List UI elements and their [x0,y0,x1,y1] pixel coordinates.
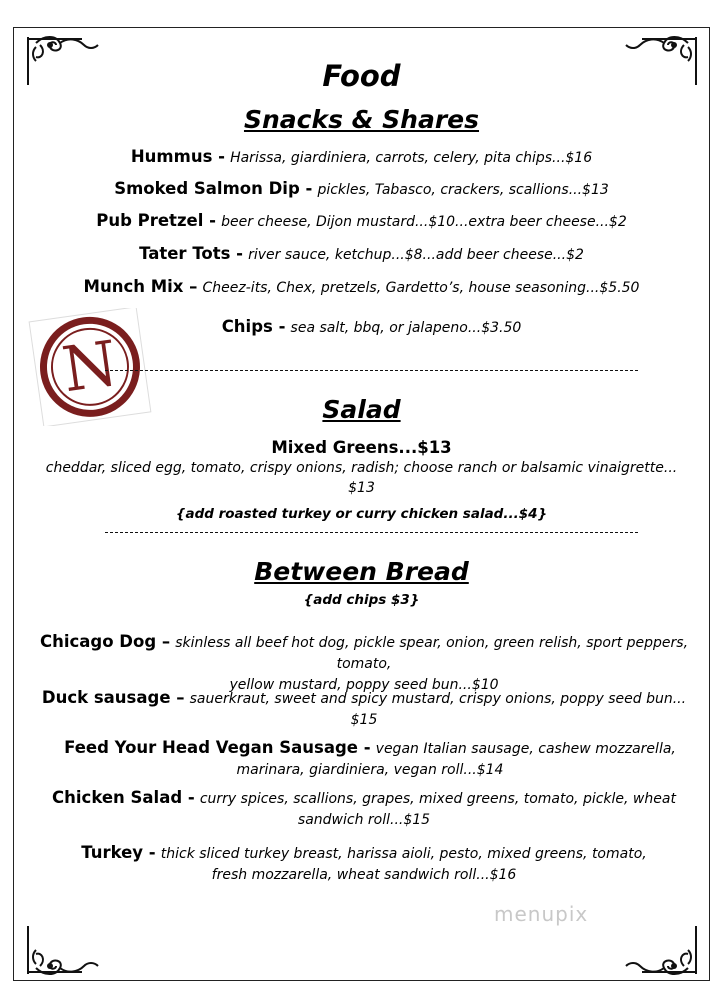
menu-item: Turkey - thick sliced turkey breast, harissa aioli, pesto, mixed greens, tomato, fresh mozzarella, wheat sandwich roll...$16 [81,843,647,883]
bread-addon-note: {add chips $3} [303,592,420,608]
menu-item: Tater Tots - river sauce, ketchup...$8...add beer cheese...$2 [139,244,584,263]
section-divider [105,532,638,533]
corner-flourish-bottom-right [612,918,702,978]
menu-item: Chicago Dog – skinless all beef hot dog, pickle spear, onion, green relish, sport peppers, tomato, yellow mustard, poppy seed bun...$10 [39,632,689,693]
menu-item: Duck sausage – sauerkraut, sweet and spicy mustard, crispy onions, poppy seed bun... $15 [41,688,687,728]
logo-letter: N [57,326,122,407]
menu-item: Munch Mix – Cheez-its, Chex, pretzels, Gardetto’s, house seasoning...$5.50 [83,277,640,296]
corner-flourish-bottom-left [22,918,112,978]
menu-item: Chicken Salad - curry spices, scallions, grapes, mixed greens, tomato, pickle, wheat sandwich roll...$15 [52,788,676,828]
salad-section [15,394,708,522]
section-divider [105,370,638,371]
menu-item: Feed Your Head Vegan Sausage - vegan Italian sausage, cashew mozzarella, marinara, giardiniera, vegan roll...$14 [64,738,676,778]
menu-item: Mixed Greens...$13 [271,438,452,457]
page-title: Food [322,59,401,93]
menu-item-description: cheddar, sliced egg, tomato, crispy onions, radish; choose ranch or balsamic vinaigrette... $13 [45,460,678,496]
menu-item: Hummus - Harissa, giardiniera, carrots, celery, pita chips...$16 [130,147,593,166]
section-heading-snacks: Snacks & Shares [243,105,480,134]
watermark: menupix [494,902,589,926]
menu-item: Pub Pretzel - beer cheese, Dijon mustard...$10...extra beer cheese...$2 [96,211,627,230]
bread-section [15,556,708,608]
menu-content [15,58,708,338]
menu-item: Chips - sea salt, bbq, or jalapeno...$3.50 [221,317,522,336]
section-heading-between-bread: Between Bread [254,557,469,586]
section-heading-salad: Salad [322,395,401,424]
salad-addon-note: {add roasted turkey or curry chicken salad...$4} [175,506,548,522]
menu-item: Smoked Salmon Dip - pickles, Tabasco, crackers, scallions...$13 [114,179,609,198]
